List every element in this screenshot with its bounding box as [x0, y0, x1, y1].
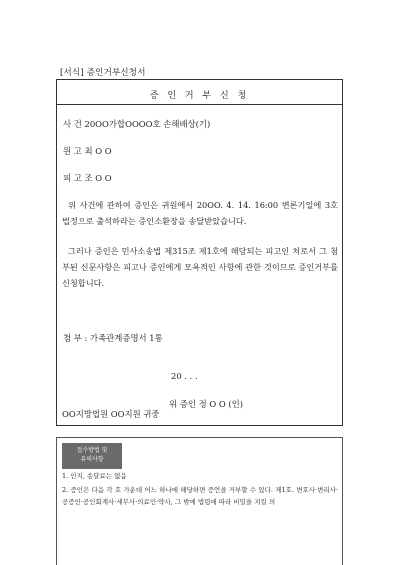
document-title: 증 인 거 부 신 청 [149, 91, 250, 101]
title-divider [57, 104, 342, 105]
court-addressee-line: OO지방법원 OO지원 귀중 [62, 409, 160, 419]
summons-paragraph: 위 사건에 관하여 증인은 귀원에서 20OO. 4. 14. 16:00 변론기일에 3호 법정으로 출석하라는 증인소환장을 송달받았습니다. [62, 200, 338, 226]
plaintiff-line: 원 고 최 O O [63, 146, 112, 156]
note-item-2: 2. 증인은 다음 각 호 가운데 어느 하나에 해당하면 증언을 거부할 수 있다. 제1호. 변호사·변리사·공증인·공인회계사·세무사·의료인·약사, 그 밖에 법령에 따라 비밀을 지킬 의 [62, 486, 338, 506]
form-label: [서식] 증인거부신청서 [60, 68, 146, 78]
note-item-1: 1. 인지, 송달료는 없음 [62, 472, 127, 480]
signature-line: 위 증인 정 O O (인) [169, 399, 244, 409]
notes-header-line-1: 접수방법 및 [76, 447, 108, 454]
refusal-reason-paragraph: 그러나 증인은 민사소송법 제315조 제1호에 해당되는 피고인 처로서 그 첨부된 신문사항은 피고나 증인에게 모욕적인 사항에 관한 것이므로 증인거부를 신청합니다. [62, 246, 338, 288]
petition-form [56, 79, 343, 426]
notes-header [62, 443, 122, 469]
filing-notes-box [56, 437, 343, 565]
attachment-line: 첨 부 : 가족관계증명서 1통 [63, 333, 163, 343]
date-line: 20 . . . [171, 371, 198, 381]
notes-header-line-2: 유의사항 [80, 456, 104, 463]
case-number-line: 사 건 20OO가합OOOO호 손해배상(기) [63, 119, 211, 129]
defendant-line: 피 고 조 O O [63, 173, 112, 183]
